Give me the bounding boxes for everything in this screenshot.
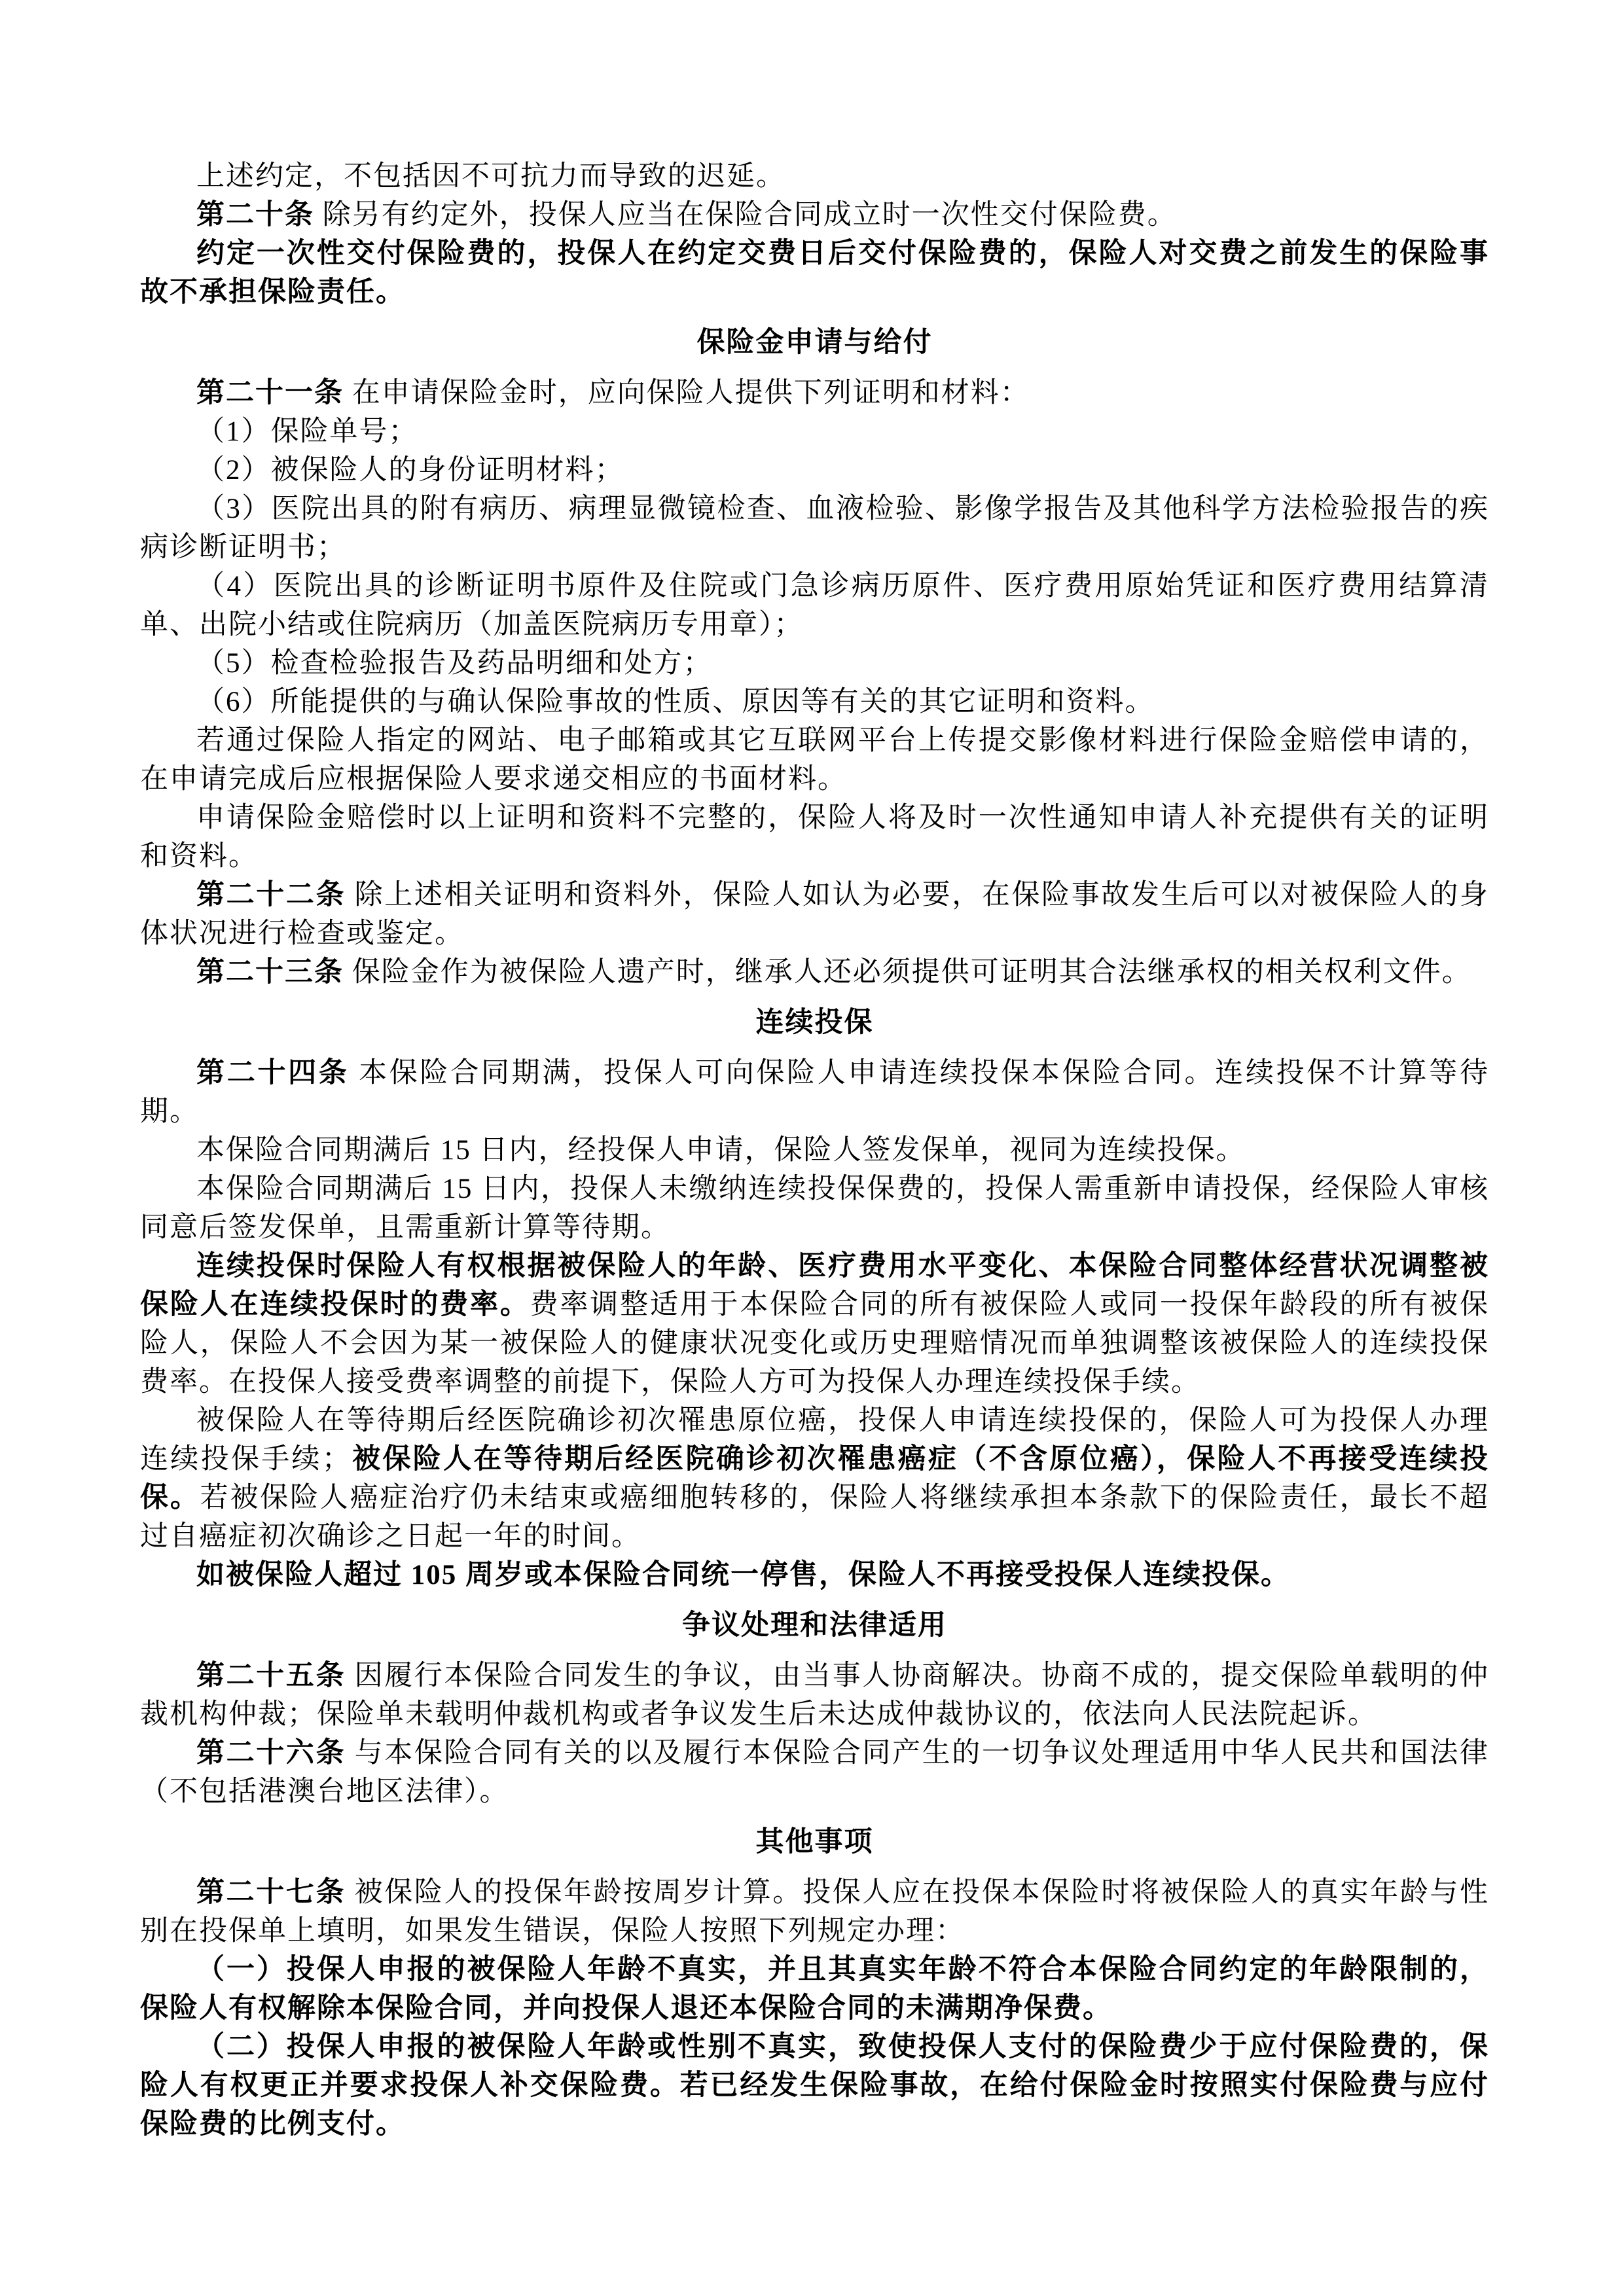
text-run: 被保险人在等待期后经医院确诊初次罹患癌症（不含原位癌），保险人不再接受连续投保。: [140, 1444, 1490, 1513]
text-run: 争议处理和法律适用: [682, 1610, 947, 1641]
text-run: 如被保险人超过 105 周岁或本保险合同统一停售，保险人不再接受投保人连续投保。: [196, 1560, 1290, 1590]
body-paragraph: [140, 1247, 1489, 1401]
text-run: （1）保险单号；: [196, 416, 418, 447]
section-heading: [140, 1823, 1489, 1861]
body-paragraph: [140, 1734, 1489, 1811]
text-run: 若被保险人癌症治疗仍未结束或癌细胞转移的，保险人将继续承担本条款下的保险责任，最长不超过自癌症初次确诊之日起一年的时间。: [140, 1482, 1490, 1552]
text-run: （4）医院出具的诊断证明书原件及住院或门急诊病历原件、医疗费用原始凭证和医疗费用结算清单、出院小结或住院病历（加盖医院病历专用章）；: [140, 571, 1489, 640]
text-run: 若通过保险人指定的网站、电子邮箱或其它互联网平台上传提交影像材料进行保险金赔偿申请的，在申请完成后应根据保险人要求递交相应的书面材料。: [140, 725, 1489, 795]
text-run: 因履行本保险合同发生的争议，由当事人协商解决。协商不成的，提交保险单载明的仲裁机构仲裁；保险单未载明仲裁机构或者争议发生后未达成仲裁协议的，依法向人民法院起诉。: [140, 1660, 1490, 1730]
section-heading: [140, 323, 1489, 362]
body-paragraph: [140, 1131, 1489, 1170]
text-run: 第二十条: [196, 200, 323, 230]
text-run: 本保险合同期满，投保人可向保险人申请连续投保本保险合同。连续投保不计算等待期。: [140, 1058, 1490, 1127]
text-run: 约定一次性交付保险费的，投保人在约定交费日后交付保险费的，保险人对交费之前发生的保险事故不承担保险责任。: [140, 238, 1489, 308]
text-run: 第二十七条: [196, 1877, 355, 1908]
body-paragraph: [140, 1950, 1489, 2028]
text-run: 上述约定，不包括因不可抗力而导致的迟延。: [196, 161, 785, 192]
text-run: 第二十五条: [196, 1660, 355, 1691]
text-run: 保险金作为被保险人遗产时，继承人还必须提供可证明其合法继承权的相关权利文件。: [352, 957, 1471, 988]
text-run: 申请保险金赔偿时以上证明和资料不完整的，保险人将及时一次性通知申请人补充提供有关的证明和资料。: [140, 802, 1489, 872]
section-heading: [140, 1606, 1489, 1645]
section-heading: [140, 1003, 1489, 1042]
text-run: 费率调整适用于本保险合同的所有被保险人或同一投保年龄段的所有被保险人，保险人不会因为某一被保险人的健康状况变化或历史理赔情况而单独调整该被保险人的连续投保费率。在投保人接受费率调整的前提下，保险人方可为投保人办理连续投保手续。: [140, 1289, 1490, 1397]
document-body: [140, 157, 1489, 2144]
text-run: 第二十三条: [196, 957, 352, 988]
text-run: 第二十一条: [196, 378, 352, 408]
text-run: 连续投保时保险人有权根据被保险人的年龄、医疗费用水平变化、本保险合同整体经营状况调整被保险人在连续投保时的费率。: [140, 1251, 1489, 1320]
body-paragraph: [140, 953, 1489, 992]
body-paragraph: [140, 196, 1489, 234]
text-run: 本保险合同期满后 15 日内，经投保人申请，保险人签发保单，视同为连续投保。: [196, 1135, 1246, 1166]
body-paragraph: [140, 490, 1489, 567]
body-paragraph: [140, 1170, 1489, 1247]
text-run: （5）检查检验报告及药品明细和处方；: [196, 648, 713, 679]
text-run: （2）被保险人的身份证明材料；: [196, 455, 624, 486]
body-paragraph: [140, 451, 1489, 490]
body-paragraph: [140, 876, 1489, 953]
text-run: 在申请保险金时，应向保险人提供下列证明和材料：: [352, 378, 1030, 408]
body-paragraph: [140, 374, 1489, 412]
body-paragraph: [140, 798, 1489, 876]
text-run: 与本保险合同有关的以及履行本保险合同产生的一切争议处理适用中华人民共和国法律（不包括港澳台地区法律）。: [140, 1738, 1490, 1807]
text-run: 保险金申请与给付: [696, 327, 933, 358]
text-run: 连续投保: [755, 1007, 874, 1038]
text-run: 除另有约定外，投保人应当在保险合同成立时一次性交付保险费。: [322, 200, 1177, 230]
text-run: 除上述相关证明和资料外，保险人如认为必要，在保险事故发生后可以对被保险人的身体状况进行检查或鉴定。: [140, 880, 1490, 949]
text-run: （3）医院出具的附有病历、病理显微镜检查、血液检验、影像学报告及其他科学方法检验报告的疾病诊断证明书；: [140, 493, 1489, 563]
body-paragraph: [140, 1054, 1489, 1131]
body-paragraph: [140, 567, 1489, 644]
body-paragraph: [140, 1401, 1489, 1556]
text-run: 被保险人的投保年龄按周岁计算。投保人应在投保本保险时将被保险人的真实年龄与性别在投保单上填明，如果发生错误，保险人按照下列规定办理：: [140, 1877, 1490, 1946]
body-paragraph: [140, 2028, 1489, 2144]
body-paragraph: [140, 234, 1489, 312]
text-run: （二）投保人申报的被保险人年龄或性别不真实，致使投保人支付的保险费少于应付保险费的，保险人有权更正并要求投保人补交保险费。若已经发生保险事故，在给付保险金时按照实付保险费与应付保险费的比例支付。: [140, 2032, 1489, 2140]
text-run: （6）所能提供的与确认保险事故的性质、原因等有关的其它证明和资料。: [196, 687, 1155, 717]
text-run: 被保险人在等待期后经医院确诊初次罹患原位癌，投保人申请连续投保的，保险人可为投保人办理连续投保手续；: [140, 1405, 1489, 1475]
text-run: 其他事项: [755, 1827, 874, 1857]
body-paragraph: [140, 1657, 1489, 1734]
text-run: 第二十二条: [196, 880, 355, 910]
body-paragraph: [140, 412, 1489, 451]
text-run: 本保险合同期满后 15 日内，投保人未缴纳连续投保保费的，投保人需重新申请投保，经保险人审核同意后签发保单，且需重新计算等待期。: [140, 1174, 1489, 1243]
text-run: 第二十六条: [196, 1738, 355, 1768]
text-run: 第二十四条: [196, 1058, 359, 1088]
body-paragraph: [140, 1556, 1489, 1594]
text-run: （一）投保人申报的被保险人年龄不真实，并且其真实年龄不符合本保险合同约定的年龄限制的，保险人有权解除本保险合同，并向投保人退还本保险合同的未满期净保费。: [140, 1954, 1489, 2024]
body-paragraph: [140, 157, 1489, 196]
body-paragraph: [140, 1873, 1489, 1950]
body-paragraph: [140, 721, 1489, 798]
body-paragraph: [140, 644, 1489, 683]
body-paragraph: [140, 683, 1489, 721]
